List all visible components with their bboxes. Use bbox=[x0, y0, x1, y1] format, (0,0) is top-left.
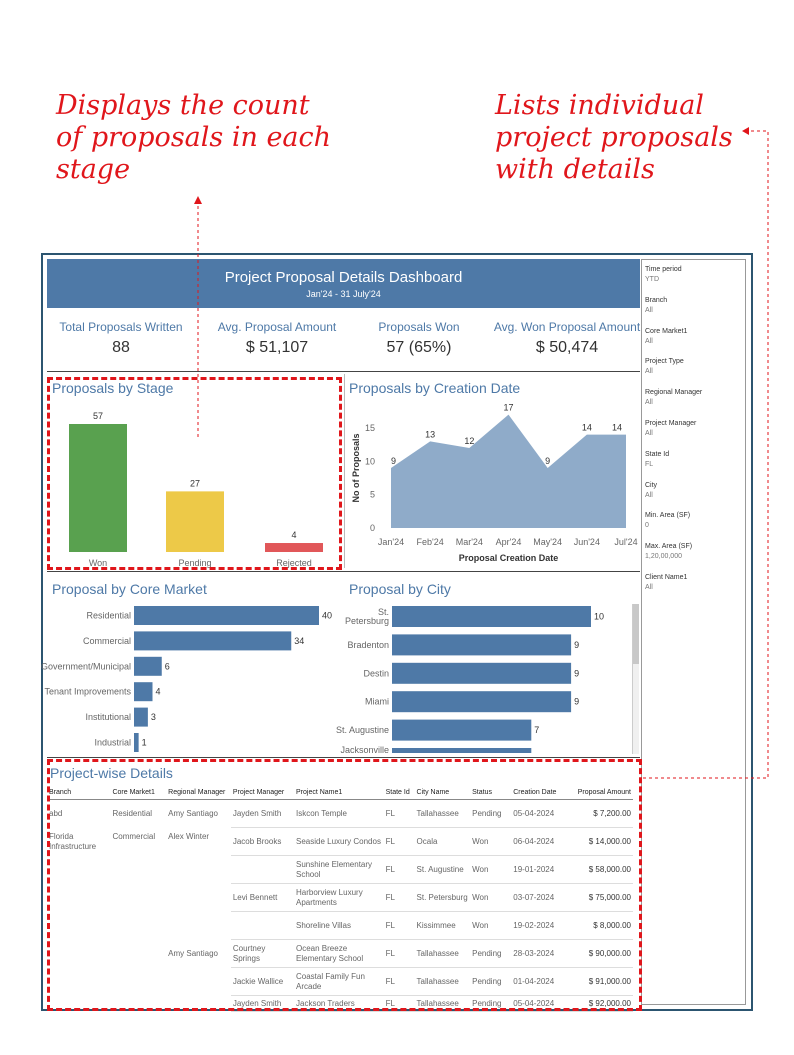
table-cell-state: FL bbox=[384, 996, 415, 1012]
column-header[interactable]: Project Manager bbox=[231, 785, 294, 800]
highlight-details-table bbox=[47, 759, 642, 1011]
filter-max-area-sf[interactable] bbox=[645, 542, 692, 562]
table-cell-state: FL bbox=[384, 940, 415, 968]
stage-category-label: Won bbox=[88, 558, 108, 568]
city-category-label: Miami bbox=[365, 696, 389, 707]
core-market-chart bbox=[40, 600, 342, 755]
kpi-proposals-won bbox=[365, 320, 473, 357]
core-bar bbox=[134, 606, 319, 625]
stage-bar-value: 4 bbox=[291, 530, 297, 541]
city-bar bbox=[392, 748, 531, 753]
table-cell-rm: Alex Winter bbox=[168, 831, 210, 841]
city-category-label: St. bbox=[377, 607, 389, 617]
filter-label: Branch bbox=[645, 296, 668, 304]
divider bbox=[47, 571, 640, 572]
table-cell-amount: $ 8,000.00 bbox=[569, 912, 633, 940]
table-cell-project: Sunshine Elementary School bbox=[294, 856, 384, 884]
table-cell-city: St. Petersburg bbox=[415, 884, 471, 912]
dashboard-title: Project Proposal Details Dashboard bbox=[224, 269, 463, 286]
table-cell-amount: $ 58,000.00 bbox=[569, 856, 633, 884]
core-bar-value: 6 bbox=[164, 661, 170, 672]
core-bar-value: 34 bbox=[294, 635, 305, 646]
city-category-label: Petersburg bbox=[344, 616, 389, 626]
core-chart-title: Proposal by Core Market bbox=[52, 581, 207, 597]
table-cell-pm: Jacob Brooks bbox=[231, 828, 294, 856]
table-cell-core: Commercial bbox=[112, 831, 156, 841]
table-cell-city: St. Augustine bbox=[415, 856, 471, 884]
filter-label: State Id bbox=[645, 450, 670, 458]
table-cell-project: Iskcon Temple bbox=[294, 800, 384, 828]
filter-value[interactable]: All bbox=[645, 584, 653, 591]
table-cell-state: FL bbox=[384, 968, 415, 996]
filter-state-id[interactable] bbox=[645, 450, 669, 470]
kpi-value: $ 50,474 bbox=[535, 339, 599, 356]
kpi-value: 88 bbox=[112, 339, 130, 356]
table-cell-pm: Jayden Smith bbox=[231, 800, 294, 828]
column-header[interactable]: City Name bbox=[415, 785, 471, 800]
core-category-label: Tenant Improvements bbox=[44, 686, 131, 697]
column-header[interactable]: Status bbox=[470, 785, 511, 800]
table-cell-amount: $ 75,000.00 bbox=[569, 884, 633, 912]
dashboard-subtitle: Jan'24 - 31 July'24 bbox=[306, 289, 381, 299]
table-cell-city: Tallahassee bbox=[415, 996, 471, 1012]
filter-branch[interactable] bbox=[645, 296, 667, 316]
y-tick-label: 15 bbox=[364, 423, 375, 433]
divider bbox=[344, 374, 345, 568]
stage-chart-title: Proposals by Stage bbox=[52, 380, 174, 396]
filter-sidebar bbox=[641, 259, 746, 1005]
filter-time-period[interactable] bbox=[645, 265, 682, 285]
city-bar bbox=[392, 691, 571, 712]
kpi-label: Avg. Proposal Amount bbox=[217, 320, 337, 334]
filter-core-market1[interactable] bbox=[645, 327, 687, 347]
area-point-label: 14 bbox=[611, 422, 622, 433]
table-cell-rm: Amy Santiago bbox=[168, 808, 218, 818]
scrollbar-thumb[interactable] bbox=[633, 604, 639, 664]
table-cell-project: Harborview Luxury Apartments bbox=[294, 884, 384, 912]
x-tick-label: Jan'24 bbox=[377, 537, 405, 547]
core-bar bbox=[134, 682, 153, 701]
table-cell-status: Won bbox=[470, 912, 511, 940]
area-point-label: 17 bbox=[503, 402, 514, 413]
core-category-label: Commercial bbox=[82, 635, 131, 646]
city-chart bbox=[335, 600, 640, 755]
table-cell-state: FL bbox=[384, 912, 415, 940]
table-cell-city: Tallahassee bbox=[415, 968, 471, 996]
table-cell-status: Won bbox=[470, 828, 511, 856]
core-bar bbox=[134, 631, 291, 650]
table-cell-project: Seaside Luxury Condos bbox=[294, 828, 384, 856]
city-bar bbox=[392, 720, 531, 741]
table-cell-state: FL bbox=[384, 856, 415, 884]
y-tick-label: 0 bbox=[369, 523, 375, 533]
table-cell-branch: Florida Infrastructure bbox=[49, 831, 97, 851]
column-header[interactable]: Project Name1 bbox=[294, 785, 384, 800]
core-bar-value: 1 bbox=[141, 737, 147, 748]
table-cell-core: Residential bbox=[112, 808, 153, 818]
table-cell-amount: $ 90,000.00 bbox=[569, 940, 633, 968]
table-cell-city: Tallahassee bbox=[415, 800, 471, 828]
filter-label: Time period bbox=[645, 266, 682, 273]
stage-bar-value: 27 bbox=[189, 478, 201, 489]
city-category-label: St. Augustine bbox=[335, 725, 389, 736]
table-cell-status: Won bbox=[470, 884, 511, 912]
column-header[interactable]: Regional Manager bbox=[166, 785, 231, 800]
city-category-label: Destin bbox=[363, 668, 389, 679]
filter-value[interactable]: 0 bbox=[645, 522, 649, 530]
annotation-details-table: Lists individual project proposals with details bbox=[495, 90, 733, 185]
city-chart-title: Proposal by City bbox=[349, 581, 451, 597]
core-bar-value: 3 bbox=[150, 712, 156, 723]
filter-min-area-sf[interactable] bbox=[645, 511, 690, 531]
y-tick-label: 10 bbox=[364, 456, 375, 467]
table-cell-project: Coastal Family Fun Arcade bbox=[294, 968, 384, 996]
table-cell-date: 19-01-2024 bbox=[511, 856, 569, 884]
table-cell-date: 05-04-2024 bbox=[511, 996, 569, 1012]
area-point-label: 14 bbox=[581, 422, 592, 433]
city-bar-value: 9 bbox=[574, 696, 580, 707]
filter-value[interactable]: All bbox=[645, 430, 653, 437]
table-cell-date: 03-07-2024 bbox=[511, 884, 569, 912]
table-cell-amount: $ 92,000.00 bbox=[569, 996, 633, 1012]
column-header[interactable]: Core Market1 bbox=[110, 785, 166, 800]
table-cell-status: Pending bbox=[470, 996, 511, 1012]
table-cell-city: Tallahassee bbox=[415, 940, 471, 968]
y-tick-label: 5 bbox=[369, 489, 375, 500]
column-header[interactable]: Proposal Amount bbox=[569, 785, 633, 800]
filter-value[interactable]: YTD bbox=[645, 276, 659, 283]
table-cell-pm: Jackie Wallice bbox=[231, 968, 294, 996]
stage-bar-value: 57 bbox=[92, 411, 104, 421]
filter-regional-manager[interactable] bbox=[645, 388, 702, 408]
x-tick-label: Jul'24 bbox=[614, 537, 638, 547]
kpi-total-proposals bbox=[55, 320, 187, 357]
city-bar bbox=[392, 634, 571, 655]
kpi-label: Avg. Won Proposal Amount bbox=[493, 320, 641, 334]
core-category-label: Residential bbox=[86, 610, 131, 621]
stage-category-label: Rejected bbox=[276, 558, 312, 568]
dashboard-header bbox=[47, 259, 640, 308]
table-cell-pm: Levi Bennett bbox=[231, 884, 294, 912]
filter-city[interactable] bbox=[645, 481, 657, 501]
creation-chart-title: Proposals by Creation Date bbox=[349, 380, 521, 396]
city-chart-scrollbar[interactable] bbox=[632, 604, 639, 754]
kpi-label: Total Proposals Written bbox=[59, 320, 183, 334]
kpi-label: Proposals Won bbox=[378, 320, 460, 334]
table-cell-status: Pending bbox=[470, 800, 511, 828]
table-cell-status: Won bbox=[470, 856, 511, 884]
annotation-stage-chart: Displays the count of proposals in each stage bbox=[56, 90, 332, 185]
x-tick-label: May'24 bbox=[533, 537, 563, 547]
table-cell-amount: $ 7,200.00 bbox=[569, 800, 633, 828]
city-bar-value: 9 bbox=[574, 639, 580, 650]
divider bbox=[47, 371, 640, 372]
filter-label: Project Manager bbox=[645, 420, 697, 427]
table-cell-project: Shoreline Villas bbox=[294, 912, 384, 940]
details-title: Project-wise Details bbox=[50, 765, 173, 781]
table-cell-date: 19-02-2024 bbox=[511, 912, 569, 940]
table-cell-state: FL bbox=[384, 884, 415, 912]
kpi-value: $ 51,107 bbox=[245, 339, 309, 356]
column-header[interactable]: State Id bbox=[384, 785, 415, 800]
city-bar-value: 7 bbox=[534, 725, 540, 736]
table-cell-rm: Amy Santiago bbox=[168, 948, 218, 958]
x-tick-label: Mar'24 bbox=[455, 537, 483, 547]
table-cell-project: Jackson Traders bbox=[294, 996, 384, 1012]
core-category-label: Industrial bbox=[94, 737, 131, 748]
core-bar bbox=[134, 733, 139, 752]
table-cell-branch: abd bbox=[49, 808, 63, 818]
table-cell-date: 01-04-2024 bbox=[511, 968, 569, 996]
column-header[interactable]: Creation Date bbox=[511, 785, 569, 800]
table-cell-amount: $ 14,000.00 bbox=[569, 828, 633, 856]
city-bar-value: 10 bbox=[594, 611, 605, 622]
y-axis-title: No of Proposals bbox=[351, 433, 361, 503]
filter-value[interactable]: FL bbox=[645, 460, 654, 468]
table-cell-status: Pending bbox=[470, 940, 511, 968]
filter-label: Core Market1 bbox=[645, 327, 688, 335]
area-point-label: 9 bbox=[545, 456, 551, 466]
core-bar bbox=[134, 657, 162, 676]
table-cell-status: Pending bbox=[470, 968, 511, 996]
x-tick-label: Apr'24 bbox=[495, 537, 522, 547]
table-cell-city: Kissimmee bbox=[415, 912, 471, 940]
arrow-head-left bbox=[194, 196, 202, 204]
city-bar bbox=[392, 663, 571, 684]
area-point-label: 9 bbox=[391, 456, 397, 466]
table-cell-state: FL bbox=[384, 828, 415, 856]
x-tick-label: Jun'24 bbox=[573, 537, 600, 547]
filter-project-manager[interactable] bbox=[645, 419, 696, 439]
x-axis-title: Proposal Creation Date bbox=[458, 553, 559, 563]
area-point-label: 12 bbox=[464, 436, 475, 446]
table-cell-pm: Courtney Springs bbox=[231, 940, 294, 968]
table-cell-amount: $ 91,000.00 bbox=[569, 968, 633, 996]
filter-label: Max. Area (SF) bbox=[645, 543, 693, 551]
filter-label: Regional Manager bbox=[645, 389, 703, 397]
filter-value[interactable]: All bbox=[645, 337, 653, 345]
filter-label: Min. Area (SF) bbox=[645, 512, 691, 520]
highlight-stage-chart bbox=[47, 377, 342, 570]
city-bar-value: 9 bbox=[574, 668, 580, 679]
column-header[interactable]: Branch bbox=[47, 785, 110, 800]
city-category-label: Jacksonville bbox=[340, 745, 389, 755]
table-cell-state: FL bbox=[384, 800, 415, 828]
divider bbox=[47, 757, 640, 758]
core-bar-value: 4 bbox=[155, 686, 161, 697]
table-cell-project: Ocean Breeze Elementary School bbox=[294, 940, 384, 968]
city-bar bbox=[392, 606, 591, 627]
area-point-label: 13 bbox=[425, 429, 436, 440]
filter-value[interactable]: All bbox=[645, 306, 653, 314]
table-cell-date: 05-04-2024 bbox=[511, 800, 569, 828]
filter-value[interactable]: All bbox=[645, 491, 653, 499]
filter-value[interactable]: All bbox=[645, 399, 653, 407]
table-cell-date: 06-04-2024 bbox=[511, 828, 569, 856]
filter-value[interactable]: All bbox=[645, 368, 653, 376]
kpi-avg-won-amount bbox=[492, 320, 642, 357]
x-tick-label: Feb'24 bbox=[416, 537, 444, 547]
core-bar bbox=[134, 708, 148, 727]
table-cell-date: 28-03-2024 bbox=[511, 940, 569, 968]
kpi-value: 57 (65%) bbox=[386, 339, 452, 356]
table-cell-city: Ocala bbox=[415, 828, 471, 856]
filter-label: City bbox=[645, 481, 658, 489]
core-category-label: Government/Municipal bbox=[40, 661, 131, 672]
kpi-row bbox=[47, 308, 640, 370]
kpi-avg-amount bbox=[207, 320, 347, 357]
filter-client-name1[interactable] bbox=[645, 573, 687, 593]
filter-project-type[interactable] bbox=[645, 357, 684, 377]
filter-value[interactable]: 1,20,00,000 bbox=[645, 553, 682, 561]
table-cell-pm: Jayden Smith bbox=[231, 996, 294, 1012]
stage-category-label: Pending bbox=[178, 558, 212, 568]
city-category-label: Bradenton bbox=[347, 639, 389, 650]
filter-label: Client Name1 bbox=[645, 574, 688, 581]
core-bar-value: 40 bbox=[322, 610, 333, 621]
creation-chart bbox=[346, 398, 638, 568]
filter-label: Project Type bbox=[645, 358, 684, 366]
core-category-label: Institutional bbox=[85, 712, 131, 723]
